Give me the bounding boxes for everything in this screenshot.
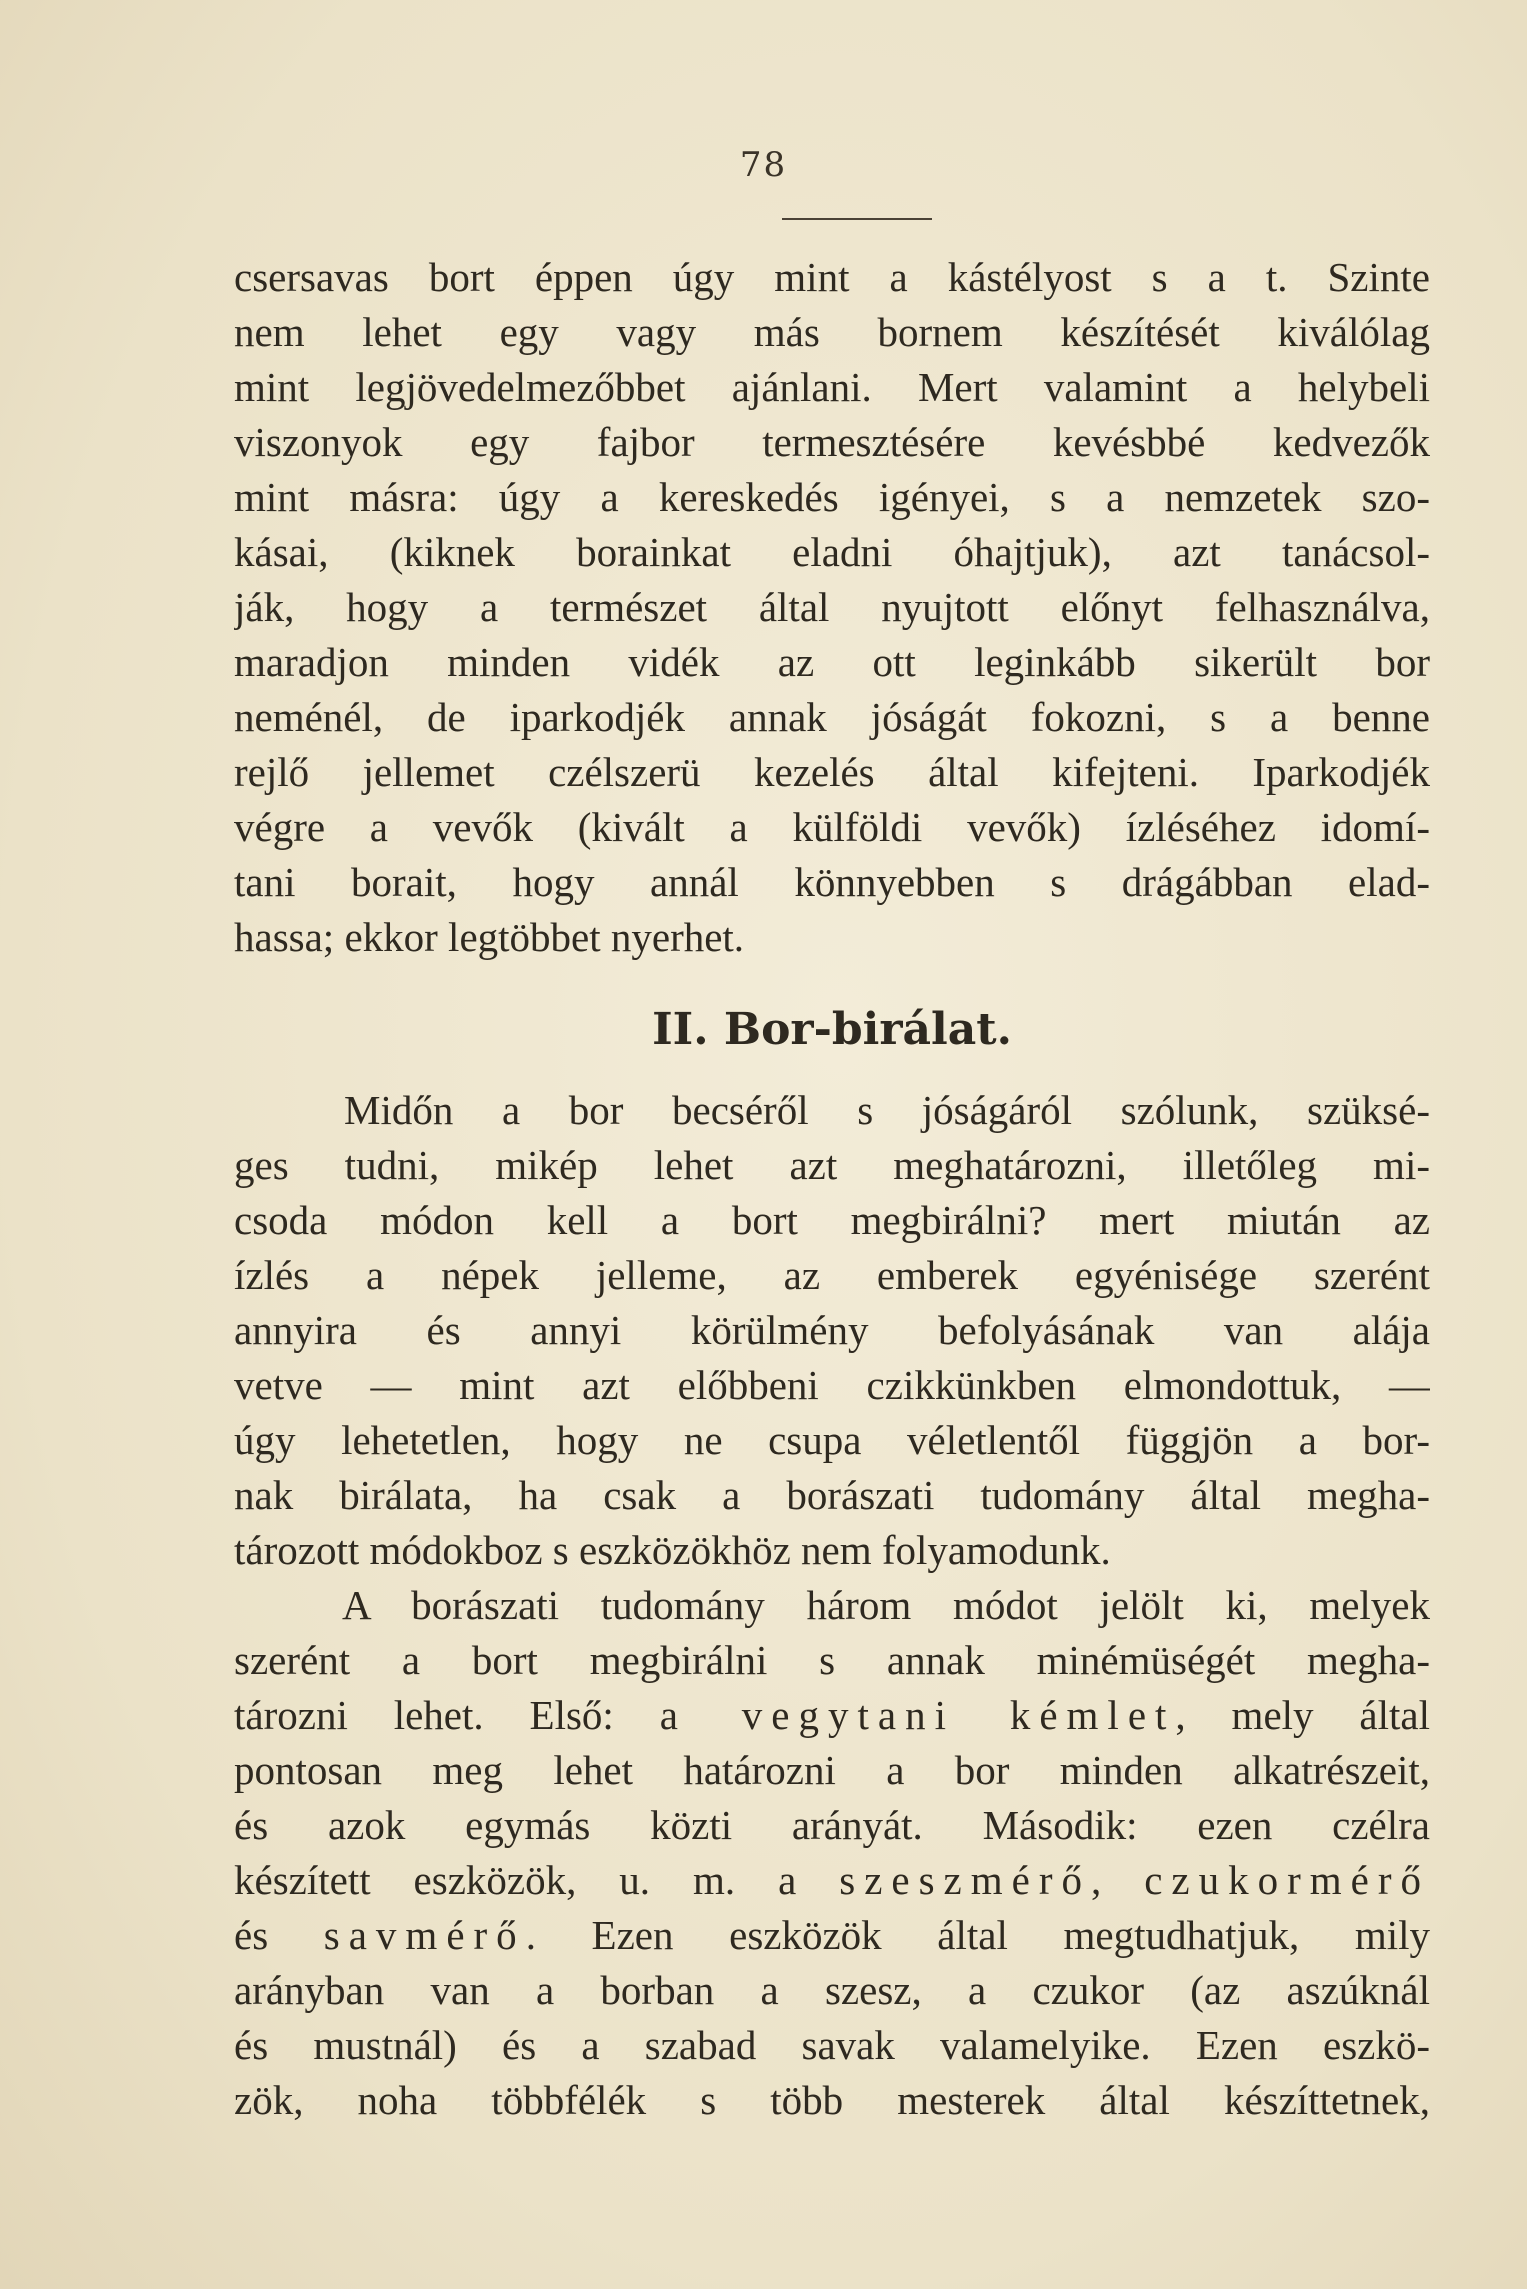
header-rule (782, 218, 932, 220)
paragraph-judging-methods (234, 1578, 1430, 2128)
text-line: végre a vevők (kivált a külföldi vevők) ízléséhez idomí- (234, 804, 1430, 850)
paragraph-wine-judging (234, 1083, 1430, 1578)
text-line: Midőn a bor becséről s jóságáról szólunk, szüksé- (344, 1087, 1430, 1133)
text-line: és azok egymás közti arányát. Második: ezen czélra (234, 1802, 1430, 1848)
text-line: maradjon minden vidék az ott leginkább sikerült bor (234, 639, 1430, 685)
text-line: csersavas bort éppen úgy mint a kástélyost s a t. Szinte (234, 254, 1430, 300)
section-heading: II. Bor-birálat. (652, 1004, 1012, 1055)
text-span: , (1091, 1857, 1145, 1903)
text-line: zök, noha többfélék s több mesterek által készíttetnek, (234, 2077, 1430, 2123)
text-line: mint másra: úgy a kereskedés igényei, s a nemzetek szo- (234, 474, 1430, 520)
text-line: úgy lehetetlen, hogy ne csupa véletlentől függjön a bor- (234, 1417, 1430, 1463)
text-line: vetve — mint azt előbbeni czikkünkben elmondottuk, — (234, 1362, 1430, 1408)
text-line: neménél, de iparkodjék annak jóságát fokozni, s a benne (234, 694, 1430, 740)
text-line: szerént a bort megbirálni s annak minémüségét megha- (234, 1637, 1430, 1683)
text-line: ges tudni, mikép lehet azt meghatározni, illetőleg mi- (234, 1142, 1430, 1188)
text-line: A borászati tudomány három módot jelölt ki, melyek (342, 1582, 1430, 1628)
emphasis-chemical-test: a vegytani kémlet (659, 1692, 1176, 1738)
text-line: ják, hogy a természet által nyujtott előnyt felhasználva, (234, 584, 1430, 630)
text-line: hassa; ekkor legtöbbet nyerhet. (234, 914, 745, 960)
text-span: tározni lehet. Első: (234, 1692, 660, 1738)
emphasis-sugar-meter: czukormérő (1144, 1857, 1430, 1903)
text-line: és mustnál) és a szabad savak valamelyike. Ezen eszkö- (234, 2022, 1430, 2068)
text-span: készített eszközök, u. m. a (234, 1857, 840, 1903)
text-line: csoda módon kell a bort megbirálni? mert miután az (234, 1197, 1430, 1243)
text-line: nak birálata, ha csak a borászati tudomány által megha- (234, 1472, 1430, 1518)
text-line (234, 1688, 1430, 1743)
text-line: mint legjövedelmezőbbet ajánlani. Mert valamint a helybeli (234, 364, 1430, 410)
text-line: rejlő jellemet czélszerü kezelés által kifejteni. Iparkodjék (234, 749, 1430, 795)
page-number: 78 (739, 145, 788, 185)
paragraph-wine-trade (234, 250, 1430, 965)
text-line: arányban van a borban a szesz, a czukor (az aszúknál (234, 1967, 1430, 2013)
text-span: , mely által (1175, 1692, 1430, 1738)
text-line: viszonyok egy fajbor termesztésére kevésbbé kedvezők (234, 419, 1430, 465)
text-line: pontosan meg lehet határozni a bor minden alkatrészeit, (234, 1747, 1430, 1793)
body-text (234, 250, 1430, 2128)
text-span: . Ezen eszközök által megtudhatjuk, mily (525, 1912, 1430, 1958)
text-line: nem lehet egy vagy más bornem készítését kiválólag (234, 309, 1430, 355)
text-line (234, 1853, 1430, 1908)
emphasis-alcohol-meter: szeszmérő (839, 1857, 1091, 1903)
text-line: ízlés a népek jelleme, az emberek egyénisége szerént (234, 1252, 1430, 1298)
emphasis-acid-meter: savmérő (323, 1912, 526, 1958)
text-line (234, 1908, 1430, 1963)
text-line: annyira és annyi körülmény befolyásának van alája (234, 1307, 1430, 1353)
text-line: tározott módokboz s eszközökhöz nem folyamodunk. (234, 1527, 1111, 1573)
text-line: tani borait, hogy annál könnyebben s drágábban elad- (234, 859, 1430, 905)
text-span: és (234, 1912, 324, 1958)
text-line: kásai, (kiknek borainkat eladni óhajtjuk), azt tanácsol- (234, 529, 1430, 575)
